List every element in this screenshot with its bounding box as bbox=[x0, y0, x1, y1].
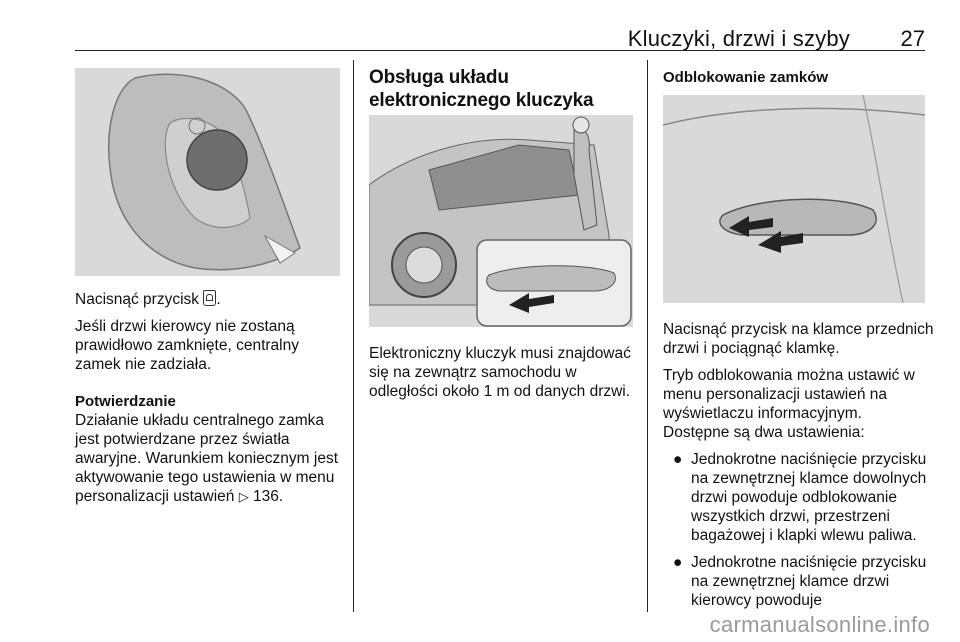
list-item bbox=[663, 450, 935, 545]
press-button-paragraph bbox=[75, 290, 345, 309]
column-3 bbox=[663, 68, 933, 87]
electronic-key-paragraph: Elektroniczny kluczyk musi znajdować się na zewnątrz samochodu w odległości około 1 m od danych drzwi. bbox=[369, 345, 631, 400]
confirmation-paragraph bbox=[75, 411, 345, 506]
column-2 bbox=[369, 66, 637, 112]
page-header bbox=[0, 20, 960, 50]
door-handle-drawing bbox=[663, 95, 925, 303]
column-2-text bbox=[369, 344, 637, 409]
key-fob-illustration bbox=[75, 68, 340, 276]
column-1 bbox=[75, 290, 345, 514]
door-handle-illustration bbox=[663, 95, 925, 303]
unlocking-subheading: Odblokowanie zamków bbox=[663, 69, 829, 86]
page-reference: 136. bbox=[253, 488, 284, 505]
press-button-text: Nacisnąć przycisk bbox=[75, 291, 204, 308]
lock-button-icon bbox=[203, 290, 216, 306]
key-fob-drawing bbox=[75, 68, 340, 276]
page-number: 27 bbox=[900, 26, 925, 51]
bullet-dot: ● bbox=[673, 554, 683, 571]
watermark: carmanualsonline.info bbox=[709, 612, 930, 637]
confirmation-text: Działanie układu centralnego zamka jest potwierdzane przez światła awaryjne. Warunkiem koniecznym jest aktywowanie tego ustawienia w menu personalizacji ustawień bbox=[75, 412, 339, 505]
electronic-key-heading: Obsługa układu elektronicznego kluczyka bbox=[369, 67, 594, 111]
press-button-suffix: . bbox=[216, 291, 221, 308]
car-door-drawing bbox=[369, 115, 633, 327]
column-divider-2 bbox=[647, 60, 648, 612]
list-item bbox=[663, 553, 935, 610]
unlock-instruction: Nacisnąć przycisk na klamce przednich drzwi i pociągnąć klamkę. bbox=[663, 321, 934, 357]
unlock-mode-paragraph: Tryb odblokowania można ustawić w menu personalizacji ustawień na wyświetlaczu informacyjnym. bbox=[663, 367, 915, 422]
driver-door-note: Jeśli drzwi kierowcy nie zostaną prawidłowo zamknięte, centralny zamek nie zadziała. bbox=[75, 318, 299, 373]
confirmation-subheading: Potwierdzanie bbox=[75, 393, 176, 410]
settings-intro: Dostępne są dwa ustawienia: bbox=[663, 424, 865, 441]
bullet-text: Jednokrotne naciśnięcie przycisku na zewnętrznej klamce dowolnych drzwi powoduje odblokowanie wszystkich drzwi, przestrzeni bagażowej i klapki wlewu paliwa. bbox=[691, 451, 927, 544]
reference-arrow-icon: ▷ bbox=[238, 489, 249, 504]
column-3-text bbox=[663, 320, 935, 618]
header-rule bbox=[75, 50, 925, 51]
car-door-illustration bbox=[369, 115, 633, 327]
header-title: Kluczyki, drzwi i szyby bbox=[627, 26, 850, 51]
bullet-text: Jednokrotne naciśnięcie przycisku na zewnętrznej klamce drzwi kierowcy powoduje bbox=[691, 554, 927, 609]
column-divider-1 bbox=[353, 60, 354, 612]
bullet-dot: ● bbox=[673, 451, 683, 468]
settings-list bbox=[663, 450, 935, 610]
